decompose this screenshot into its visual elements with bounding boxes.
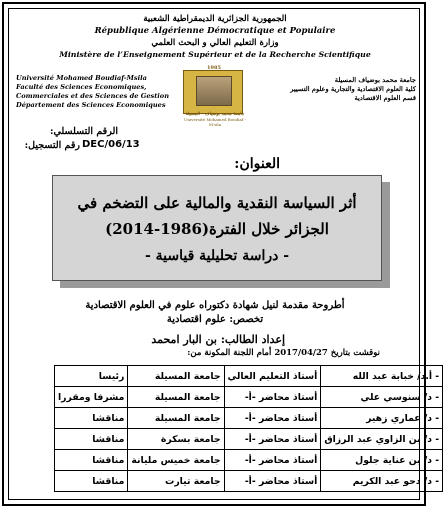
jury-university: جامعة المسيلة — [128, 408, 224, 429]
right-line-department: قسم العلوم الاقتصادية — [354, 94, 416, 102]
table-row — [55, 408, 443, 429]
logo-building-image — [196, 76, 232, 106]
left-line-department: Département des Sciences Economiques — [16, 101, 166, 109]
degree-statement: أطروحة مقدمة لنيل شهادة دكتوراه علوم في العلوم الاقتصادية — [85, 300, 345, 311]
table-row — [55, 471, 443, 492]
jury-name: - د/ دحو عبد الكريم — [321, 471, 443, 492]
table-row — [55, 387, 443, 408]
right-line-faculty: كلية العلوم الاقتصادية والتجارية وعلوم التسيير — [290, 85, 416, 93]
specialization: تخصص: علوم اقتصادية — [166, 314, 264, 325]
left-line-faculty: Faculté des Sciences Economiques, — [16, 83, 147, 91]
thesis-title-line2: الجزائر خلال الفترة(1986-2014) — [105, 220, 329, 238]
jury-role: مشرفا ومقررا — [55, 387, 128, 408]
ministry-arabic: وزارة التعليم العالي و البحث العلمي — [151, 38, 279, 48]
republic-french: République Algérienne Démocratique et Populaire — [94, 26, 336, 36]
jury-name: - د/ عماري زهير — [321, 408, 443, 429]
jury-rank: أستاذ محاضر -أ- — [224, 387, 321, 408]
jury-role: رئيسا — [55, 366, 128, 387]
ministry-french: Ministère de l’Enseignement Supérieur et de la Recherche Scientifique — [59, 50, 371, 59]
logo-caption-french: Université Mohamed Boudiaf - M'sila — [183, 117, 247, 127]
table-row — [55, 366, 443, 387]
jury-rank: أستاذ محاضر -أ- — [224, 471, 321, 492]
registration-label: رقم التسجيل: — [24, 140, 80, 151]
jury-role: مناقشا — [55, 408, 128, 429]
left-line-faculty-cont: Commerciales et des Sciences de Gestion — [16, 92, 169, 100]
jury-name: - د/ بن الزاوي عبد الرزاق — [321, 429, 443, 450]
jury-role: مناقشا — [55, 429, 128, 450]
right-institution-block — [256, 76, 416, 103]
thesis-title-box — [52, 175, 382, 281]
defense-statement: نوقشت بتاريخ 2017/04/27 أمام اللجنة المكونة من: — [187, 348, 380, 358]
republic-arabic: الجمهورية الجزائرية الديمقراطية الشعبية — [143, 14, 287, 24]
thesis-subtitle: - دراسة تحليلية قياسية - — [144, 248, 290, 264]
jury-role: مناقشا — [55, 471, 128, 492]
jury-name: - د/ بن عناية جلول — [321, 450, 443, 471]
jury-rank: أستاذ محاضر -أ- — [224, 408, 321, 429]
jury-university: جامعة تيارت — [128, 471, 224, 492]
serial-number-label: الرقم التسلسلي: — [49, 126, 118, 137]
jury-rank: أستاذ محاضر -أ- — [224, 450, 321, 471]
left-line-university: Université Mohamed Boudiaf-Msila — [16, 74, 147, 82]
registration-number: DEC/06/13 — [82, 139, 140, 150]
table-row — [55, 429, 443, 450]
jury-name: - د/ سنوسي علي — [321, 387, 443, 408]
jury-role: مناقشا — [55, 450, 128, 471]
logo-caption-arabic: جامعة محمد بوضياف - المسيلة — [185, 112, 245, 117]
table-row — [55, 450, 443, 471]
title-label: العنوان: — [234, 156, 280, 172]
thesis-title-line1: أثر السياسة النقدية والمالية على التضخم في — [77, 194, 357, 212]
jury-table — [54, 365, 443, 492]
jury-rank: أستاذ التعليم العالي — [224, 366, 321, 387]
left-institution-block — [16, 74, 169, 110]
jury-university: جامعة خميس مليانة — [128, 450, 224, 471]
student-name: إعداد الطالب: بن البار امحمد — [151, 333, 285, 346]
jury-university: جامعة المسيلة — [128, 366, 224, 387]
jury-university: جامعة بسكرة — [128, 429, 224, 450]
jury-rank: أستاذ محاضر -أ- — [224, 429, 321, 450]
logo-year: 1985 — [207, 65, 221, 71]
jury-name: - أ.د/ خبابة عبد الله — [321, 366, 443, 387]
jury-university: جامعة المسيلة — [128, 387, 224, 408]
right-line-university: جامعة محمد بوضياف المسيلة — [334, 76, 416, 84]
